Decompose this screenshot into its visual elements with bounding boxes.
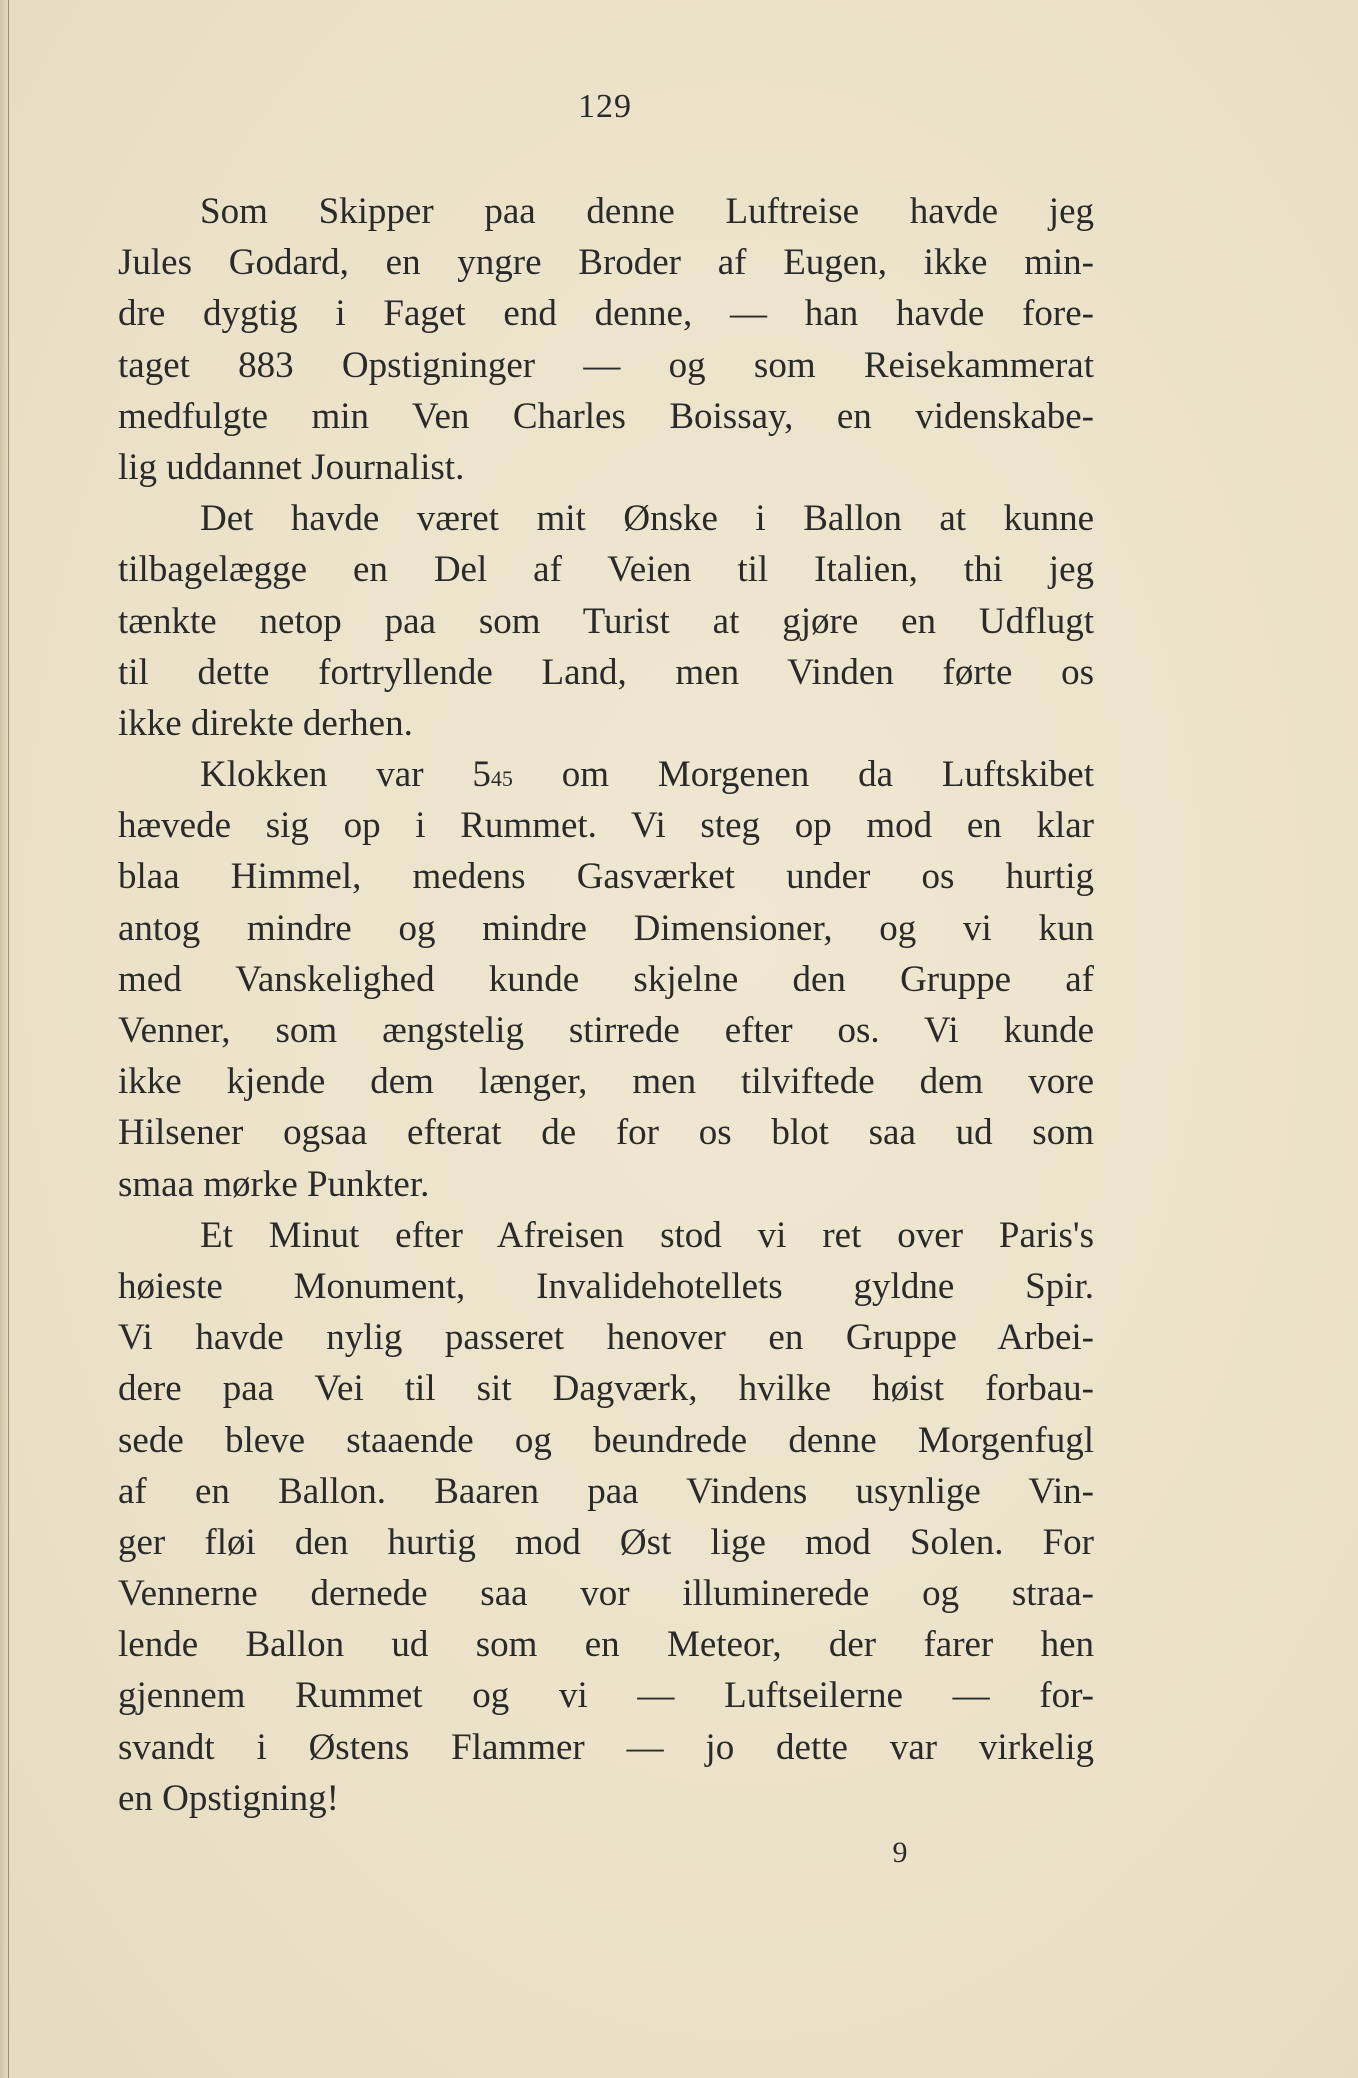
text-line: Vennerne dernede saa vor illuminerede og straa- [118,1573,1094,1615]
text-line: ikke direkte derhen. [118,702,413,744]
text-line: med Vanskelighed kunde skjelne den Gruppe af [118,958,1094,1000]
text-line: smaa mørke Punkter. [118,1163,430,1205]
text-line: gjennem Rummet og vi — Luftseilerne — for- [118,1675,1094,1717]
text-line: dere paa Vei til sit Dagværk, hvilke høist forbau- [118,1368,1094,1410]
text-line: antog mindre og mindre Dimensioner, og vi kun [118,907,1094,949]
text-line-time [118,749,1094,800]
text-line: Vi havde nylig passeret henover en Gruppe Arbei- [118,1317,1094,1359]
text-line: blaa Himmel, medens Gasværket under os hurtig [118,856,1094,898]
text-line: tilbagelægge en Del af Veien til Italien, thi jeg [118,549,1094,591]
text-line: Hilsener ogsaa efterat de for os blot saa ud som [118,1112,1094,1154]
time-hour: Klokken var 5 [200,754,491,796]
text-line: høieste Monument, Invalidehotellets gyldne Spir. [118,1265,1094,1307]
text-line: til dette fortryllende Land, men Vinden førte os [118,651,1094,693]
text-line: Det havde været mit Ønske i Ballon at kunne [200,498,1094,540]
signature-mark: 9 [892,1836,908,1869]
text-line: dre dygtig i Faget end denne, — han havde fore- [118,293,1094,335]
page-number: 129 [578,88,632,125]
text-line: svandt i Østens Flammer — jo dette var virkelig [118,1726,1094,1768]
text-line: lende Ballon ud som en Meteor, der farer hen [118,1624,1094,1666]
text-line: Venner, som ængstelig stirrede efter os. Vi kunde [118,1010,1094,1051]
text-line: Som Skipper paa denne Luftreise havde jeg [200,191,1094,232]
text-line: hævede sig op i Rummet. Vi steg op mod en klar [118,805,1094,847]
body-text [118,186,1094,1824]
text-line-rest: om Morgenen da Luftskibet [512,754,1094,796]
time-minutes: 45 [490,766,513,792]
text-line: sede bleve staaende og beundrede denne Morgenfugl [118,1419,1094,1461]
text-line: lig uddannet Journalist. [118,446,465,488]
page-edge-line [8,0,9,2078]
text-line: tænkte netop paa som Turist at gjøre en Udflugt [118,600,1094,642]
text-line: en Opstigning! [118,1777,339,1819]
text-line: af en Ballon. Baaren paa Vindens usynlige Vin- [118,1470,1094,1512]
text-line: medfulgte min Ven Charles Boissay, en videnskabe- [118,395,1094,437]
text-line: taget 883 Opstigninger — og som Reisekammerat [118,344,1094,386]
text-line: ger fløi den hurtig mod Øst lige mod Solen. For [118,1521,1094,1563]
text-line: ikke kjende dem længer, men tilviftede dem vore [118,1061,1094,1103]
text-line: Jules Godard, en yngre Broder af Eugen, ikke min- [118,242,1094,284]
text-line: Et Minut efter Afreisen stod vi ret over Paris's [200,1214,1094,1256]
